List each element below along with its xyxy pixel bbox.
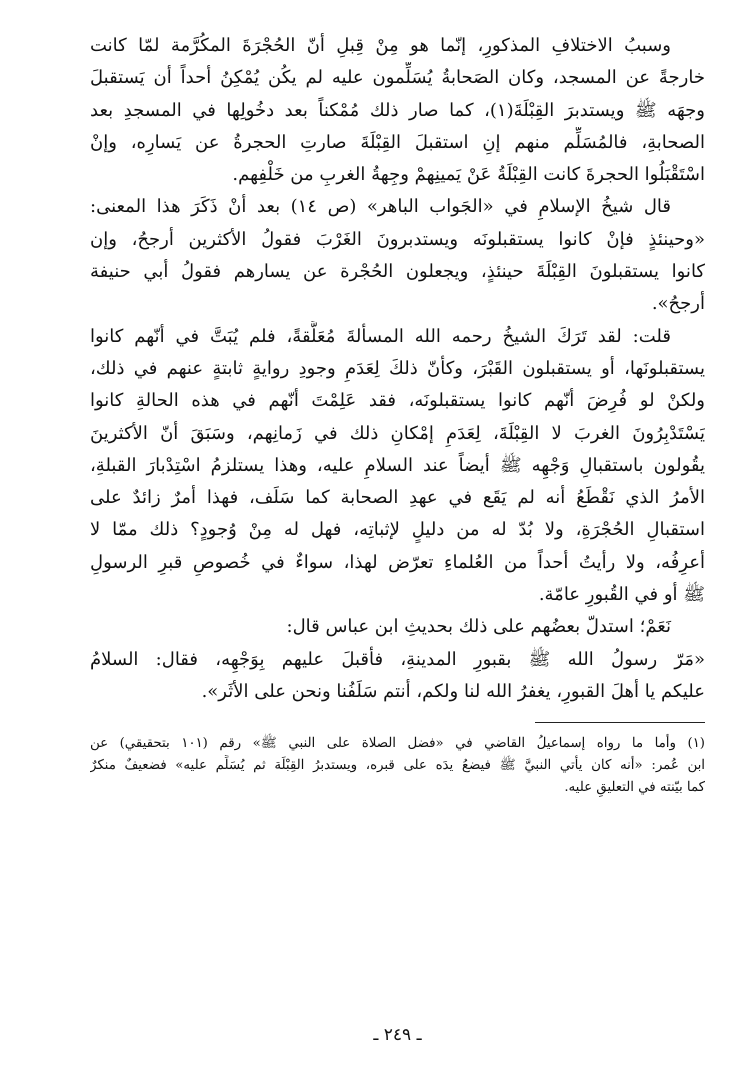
text-line: «وحينئذٍ فإنْ كانوا يستقبلونَه ويستدبرونَ الغَرْبَ فقولُ الأكثرين أرجحُ، وإن — [90, 228, 705, 250]
text-line: يَسْتَدْبِرُونَ الغربَ لا القِبْلَةَ، لِعَدَمِ إمْكانِ ذلك في زَمانِهم، وسَبَقَ أنّ الأكثرينَ — [90, 422, 705, 444]
text-line: يستقبلونَها، أو يستقبلون القَبْرَ، وكأنّ ذلكَ لِعَدَمِ وجودِ روايةٍ ثابتةٍ عنهم في ذلك، — [90, 357, 705, 379]
footnote-line: كما بيّنته في التعليقِ عليه. — [564, 780, 705, 796]
text-line: وجهَه ﷺ ويستدبرَ القِبْلَةَ(١)، كما صار ذلك مُمْكناً بعد دخُولِها في المسجدِ بعد — [90, 99, 705, 121]
paragraph-2 — [90, 191, 705, 223]
paragraph-1 — [90, 30, 705, 191]
text-line: الأمرُ الذي نَقْطَعُ أنه لم يَقَع في عهدِ الصحابة كما سَلَف، فهذا أمرٌ زائدٌ على — [90, 487, 705, 509]
text-line: نَعَمْ؛ استدلّ بعضُهم على ذلك بحديثِ ابن عباس قال: — [286, 616, 671, 638]
footnote-divider — [535, 722, 705, 723]
text-line: كانوا يستقبلونَ القِبْلَةَ حينئذٍ، ويجعلون الحُجْرة عن يسارهم فقولُ أبي حنيفة — [90, 261, 705, 283]
text-line: استقبالِ الحُجْرَةِ، ولا بُدّ له من دليلٍ لإثباتِه، فهل له مِنْ وُجودٍ؟ ذلك ممّا لا — [90, 519, 705, 541]
page-number: ـ ٢٤٩ ـ — [373, 1025, 422, 1045]
text-line: عليكم يا أهلَ القبورِ، يغفرُ الله لنا ولكم، أنتم سَلَفُنا ونحن على الأثَر». — [201, 680, 705, 702]
paragraph-3 — [90, 321, 705, 612]
text-line: وسببُ الاختلافِ المذكورِ، إنّما هو مِنْ قِبلِ أنّ الحُجْرَةَ المكُرَّمة لمّا كانت — [90, 35, 671, 56]
quote-2 — [90, 644, 705, 709]
quote-1 — [90, 224, 705, 321]
text-line: قلت: لقد تَرَكَ الشيخُ رحمه الله المسألةَ مُعَلَّقةً، فلم يُبَتَّ في أنّهم كانوا — [90, 325, 671, 347]
text-line: يقُولون باستقبالِ وَجْهِه ﷺ أيضاً عند السلامِ عليه، وهذا يستلزمُ اسْتِدْبارَ القبلةِ، — [90, 454, 705, 476]
text-line: «مَرّ رسولُ الله ﷺ بقبورِ المدينةِ، فأقبلَ عليهم بِوَجْهِه، فقال: السلامُ — [90, 648, 705, 670]
text-line: أرجحُ». — [651, 293, 705, 315]
text-line: اسْتَقْبَلُوا الحجرةَ كانت القِبْلَةُ عَنْ يَمينِهمْ وجِهةُ الغربِ من خَلْفِهم. — [232, 164, 705, 186]
text-line: أعرِفُه، ولا رأيتُ أحداً من العُلماءِ تعرّض لهذا، سواءٌ في خُصوصِ قبرِ الرسولِ — [90, 551, 705, 573]
footnotes — [90, 733, 705, 799]
paragraph-4 — [90, 611, 705, 643]
text-line: ولكنْ لو فُرِضَ أنّهم كانوا يستقبلونَه، فقد عَلِمْتَ أنّهم في هذه الحالةِ كانوا — [90, 390, 705, 412]
text-line: ﷺ أو في القُبورِ عامّة. — [538, 584, 705, 606]
footnote-line: ابن عُمر: «أنه كان يأتي النبيَّ ﷺ فيضعُ يدَه على قبره، ويستدبرُ القِبْلَة ثم يُسَلِّم عليه» فضعيفٌ منكرٌ — [90, 758, 705, 774]
footnote-line: (١) وأما ما رواه إسماعيلُ القاضي في «فضل الصلاة على النبي ﷺ» رقم (١٠١ بتحقيقي) عن — [90, 736, 705, 752]
text-line: خارجةً عن المسجد، وكان الصَحابةُ يُسَلِّمون عليه لم يكُن يُمْكِنُ أحداً أن يَستقبلَ — [90, 67, 705, 89]
text-line: الصحابةِ، فالمُسَلِّم منهم إنِ استقبلَ القِبْلَةَ صارتِ الحجرةُ عن يَسارِه، وإنْ — [90, 131, 705, 153]
main-text — [90, 30, 705, 708]
text-line: قال شيخُ الإسلامِ في «الجَواب الباهر» (ص ١٤) بعد أنْ ذَكَرَ هذا المعنى: — [90, 196, 671, 218]
book-page — [90, 30, 705, 1070]
